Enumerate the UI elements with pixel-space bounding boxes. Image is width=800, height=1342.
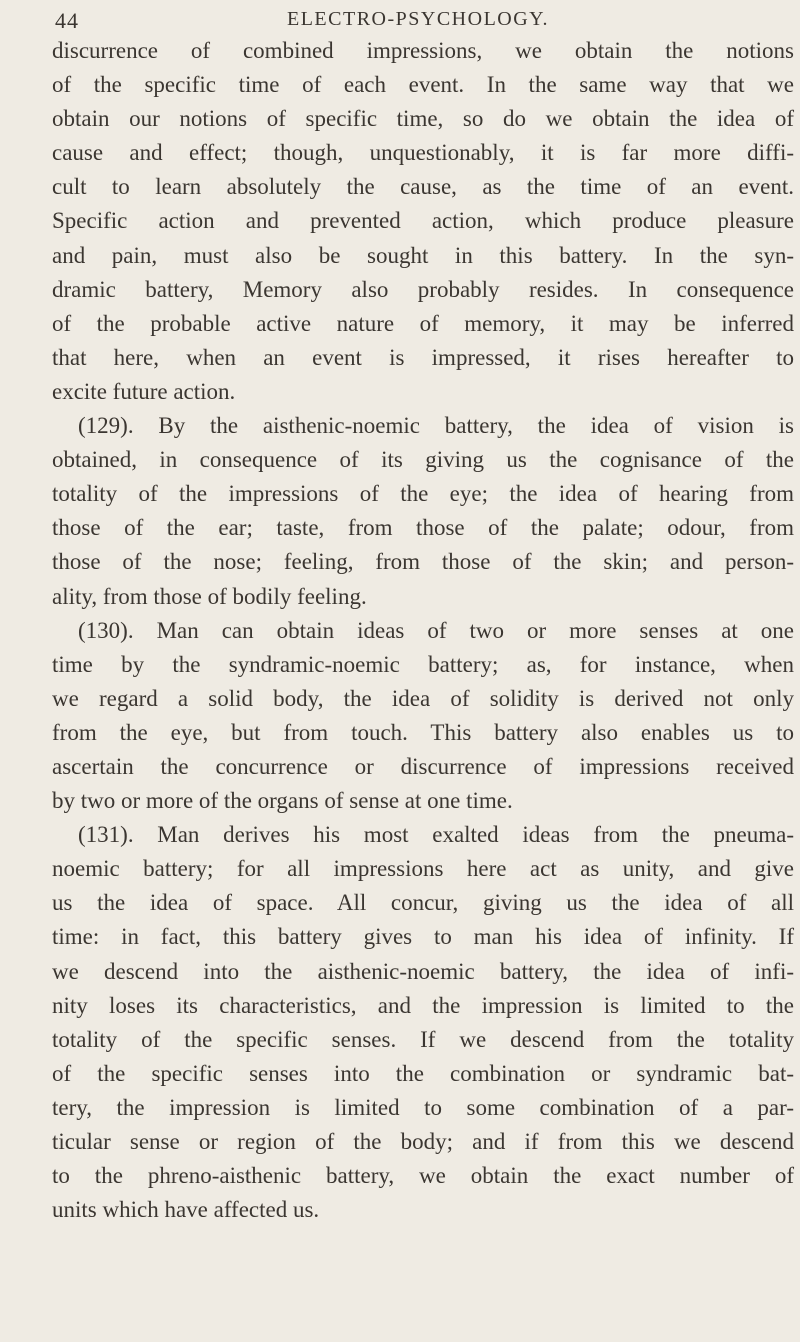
text-line: that here, when an event is impressed, it rises hereafter to [52,344,794,370]
text-line: by two or more of the organs of sense at one time. [52,788,513,814]
text-line: (131). Man derives his most exalted ideas from the pneuma- [78,822,794,848]
text-line: ascertain the concurrence or discurrence of impressions received [52,753,794,779]
text-line: us the idea of space. All concur, giving us the idea of all [52,890,794,916]
text-line: we descend into the aisthenic-noemic battery, the idea of infi- [52,958,794,984]
text-line: (129). By the aisthenic-noemic battery, the idea of vision is [78,413,794,439]
text-line: tery, the impression is limited to some combination of a par- [52,1094,794,1120]
text-line: noemic battery; for all impressions here act as unity, and give [52,856,794,882]
text-line: cause and effect; though, unquestionably, it is far more diffi- [52,140,794,166]
text-line: units which have affected us. [52,1197,320,1223]
text-line: to the phreno-aisthenic battery, we obtain the exact number of [52,1163,794,1189]
text-line: obtain our notions of specific time, so do we obtain the idea of [52,106,794,132]
text-line: from the eye, but from touch. This battery also enables us to [52,719,794,745]
text-line: of the specific time of each event. In the same way that we [52,72,794,98]
text-line: we regard a solid body, the idea of solidity is derived not only [52,685,794,711]
text-line: totality of the specific senses. If we descend from the totality [52,1026,794,1052]
running-title: ELECTRO-PSYCHOLOGY. [287,8,550,30]
text-line: Specific action and prevented action, which produce pleasure [52,208,794,234]
text-line: (130). Man can obtain ideas of two or more senses at one [78,617,794,643]
text-line: nity loses its characteristics, and the impression is limited to the [52,992,794,1018]
text-line: of the specific senses into the combination or syndramic bat- [52,1060,794,1086]
text-line: ticular sense or region of the body; and if from this we descend [52,1129,794,1154]
text-line: those of the nose; feeling, from those of the skin; and person- [52,549,794,575]
text-line: of the probable active nature of memory, it may be inferred [52,310,794,336]
text-line: cult to learn absolutely the cause, as the time of an event. [52,174,794,200]
text-line: obtained, in consequence of its giving us the cognisance of the [52,447,794,473]
text-line: discurrence of combined impressions, we obtain the notions [52,38,794,63]
running-header [55,2,755,36]
text-line: time: in fact, this battery gives to man his idea of infinity. If [52,924,794,950]
text-line: time by the syndramic-noemic battery; as, for instance, when [52,651,794,677]
text-line: those of the ear; taste, from those of the palate; odour, from [52,515,794,541]
text-line: excite future action. [52,378,236,404]
text-line: totality of the impressions of the eye; the idea of hearing from [52,481,794,507]
text-line: ality, from those of bodily feeling. [52,583,367,609]
text-line: and pain, must also be sought in this battery. In the syn- [52,242,794,268]
page-body-text [52,34,794,1227]
text-line: dramic battery, Memory also probably resides. In consequence [52,276,794,302]
page-number: 44 [55,8,79,33]
